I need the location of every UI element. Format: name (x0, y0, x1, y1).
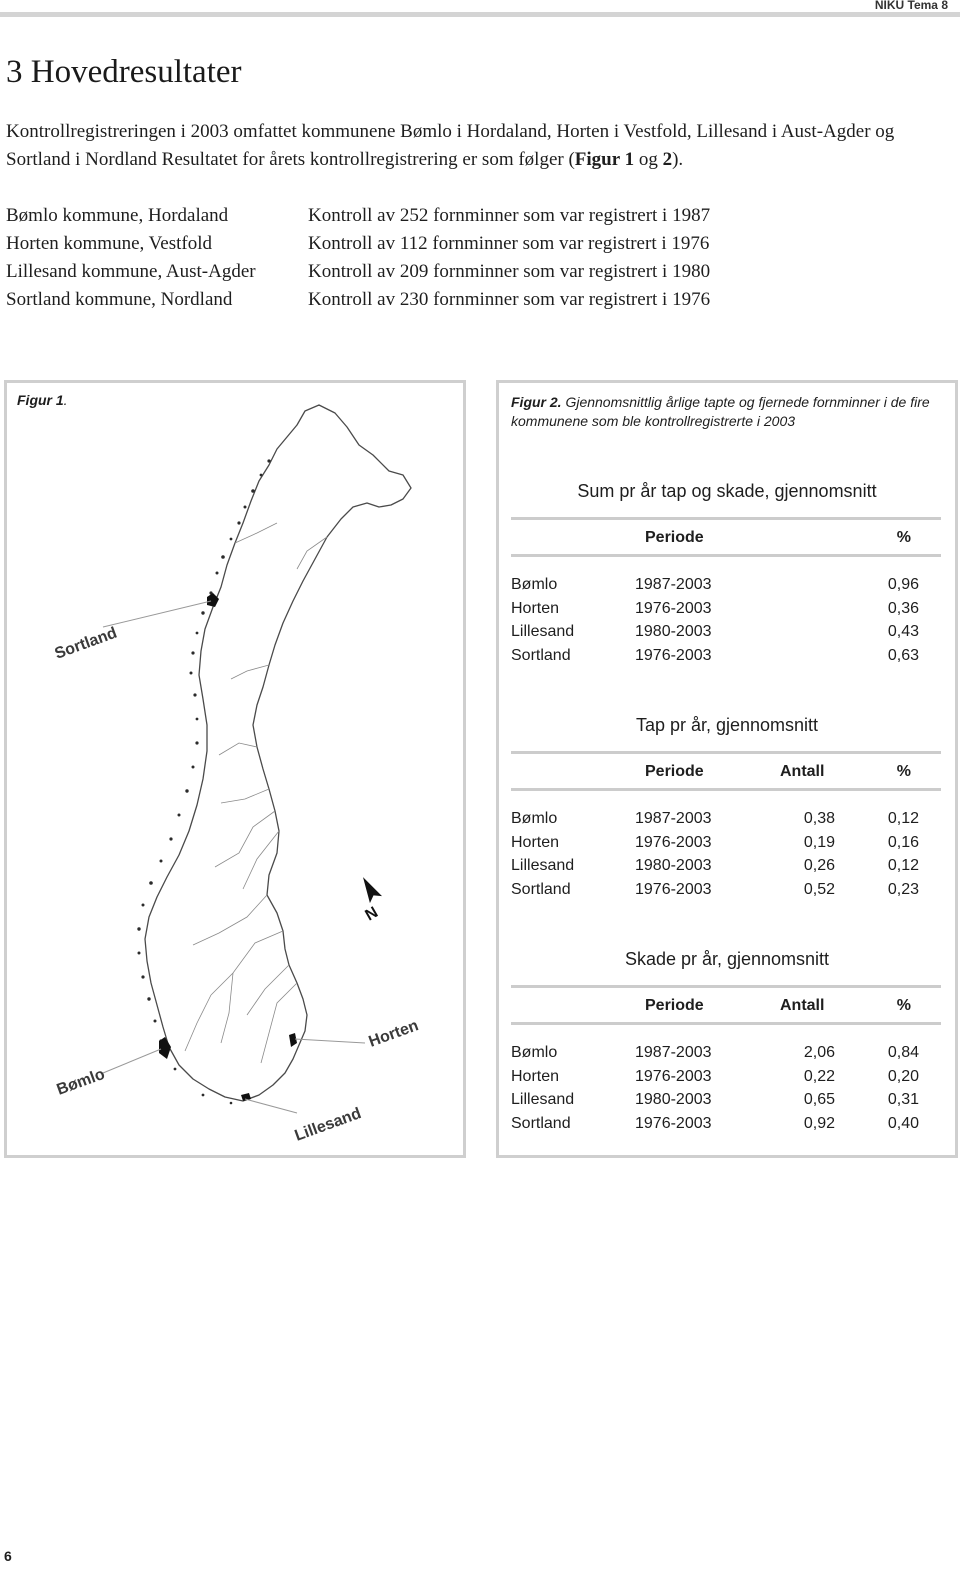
table-row-antall: 0,92 (803, 1115, 835, 1132)
section-title: 3 Hovedresultater (6, 54, 242, 90)
municipality-name: Sortland kommune, Nordland (6, 289, 233, 310)
figure-2-caption (511, 393, 943, 431)
column-header-antall: Antall (780, 763, 825, 780)
header-rule (0, 12, 960, 17)
figure-2-panel (496, 380, 958, 1158)
figure-1-caption-label: Figur 1 (17, 392, 64, 408)
municipality-row (6, 258, 710, 286)
table-row-periode: 1976-2003 (635, 600, 712, 617)
municipality-control-text: Kontroll av 209 fornminner som var registrert i 1980 (308, 261, 711, 282)
map-label-sortland: Sortland (52, 624, 120, 663)
table-row-name: Horten (511, 834, 560, 851)
table-rule (511, 985, 941, 988)
table-row-antall: 2,06 (803, 1044, 835, 1061)
table-row-antall: 0,22 (803, 1068, 835, 1085)
table-row-name: Horten (511, 600, 560, 617)
intro-text: Kontrollregistreringen i 2003 omfattet kommunene Bømlo i Hordaland, Horten i Vestfold, Lillesand i Aust-Agder og Sortland i Nordland Resultatet for årets kontrollregistrering er som følger ( (6, 121, 895, 170)
horten-leader (295, 1039, 365, 1043)
figure-1-caption-dot: . (63, 392, 68, 408)
table-row-antall: 0,26 (803, 857, 835, 874)
map-label-horten: Horten (366, 1017, 421, 1051)
norway-map (7, 383, 463, 1155)
intro-og: og (634, 149, 663, 170)
lillesand-leader (245, 1099, 297, 1113)
figure-2-caption-label: Figur 2. (511, 394, 562, 410)
municipality-row (6, 230, 710, 258)
table-row-pct: 0,36 (887, 600, 919, 617)
table-row-periode: 1976-2003 (635, 881, 712, 898)
column-header-pct: % (896, 997, 911, 1014)
table-row-antall: 0,52 (803, 881, 835, 898)
table-row-pct: 0,20 (887, 1068, 919, 1085)
table-row-periode: 1987-2003 (635, 810, 712, 827)
table-title: Tap pr år, gjennomsnitt (635, 715, 819, 735)
table-row-name: Lillesand (511, 857, 575, 874)
column-header-periode: Periode (645, 763, 704, 780)
table-row-periode: 1976-2003 (635, 1068, 712, 1085)
table-row-pct: 0,31 (887, 1091, 919, 1108)
figure-1-panel (4, 380, 466, 1158)
table-row-pct: 0,40 (887, 1115, 919, 1132)
table-row-pct: 0,84 (887, 1044, 919, 1061)
table-row-name: Sortland (511, 647, 571, 664)
figure-1-reference[interactable]: Figur 1 (574, 149, 635, 170)
table-row-name: Horten (511, 1068, 560, 1085)
municipality-row (6, 286, 710, 314)
map-label-lillesand: Lillesand (292, 1105, 364, 1145)
table-row-periode: 1976-2003 (635, 834, 712, 851)
municipality-list (6, 202, 710, 314)
table-title: Skade pr år, gjennomsnitt (624, 949, 830, 969)
map-label-bomlo: Bømlo (54, 1065, 108, 1099)
running-header: NIKU Tema 8 (871, 0, 948, 12)
table-row-periode: 1987-2003 (635, 576, 712, 593)
table-row-name: Sortland (511, 881, 571, 898)
table-title: Sum pr år tap og skade, gjennomsnitt (577, 481, 877, 501)
municipality-name: Horten kommune, Vestfold (6, 233, 212, 254)
table-row-pct: 0,96 (887, 576, 919, 593)
table-row-pct: 0,16 (887, 834, 919, 851)
table-row-name: Bømlo (511, 1044, 558, 1061)
municipality-row (6, 202, 710, 230)
table-row-periode: 1976-2003 (635, 647, 712, 664)
municipality-control-text: Kontroll av 230 fornminner som var registrert i 1976 (308, 289, 711, 310)
table-rule (511, 1022, 941, 1025)
municipality-control-text: Kontroll av 112 fornminner som var registrert i 1976 (308, 233, 710, 254)
intro-end: ). (672, 149, 684, 170)
table-row-pct: 0,43 (887, 623, 919, 640)
municipality-control-text: Kontroll av 252 fornminner som var registrert i 1987 (308, 205, 711, 226)
norway-outline (145, 405, 411, 1101)
bomlo-leader (103, 1049, 161, 1073)
municipality-name: Lillesand kommune, Aust-Agder (6, 261, 256, 282)
sortland-leader (103, 601, 211, 627)
map-label-north: N (362, 903, 382, 925)
intro-paragraph (6, 118, 936, 174)
column-header-periode: Periode (645, 529, 704, 546)
table-rule (511, 788, 941, 791)
table-rule (511, 517, 941, 520)
table-rule (511, 554, 941, 557)
table-row-antall: 0,38 (803, 810, 835, 827)
table-row-name: Bømlo (511, 810, 558, 827)
table-row-name: Lillesand (511, 623, 575, 640)
table-row-antall: 0,19 (803, 834, 835, 851)
table-row-periode: 1980-2003 (635, 1091, 712, 1108)
table-row-name: Bømlo (511, 576, 558, 593)
table-row-pct: 0,12 (887, 857, 919, 874)
table-row-pct: 0,12 (887, 810, 919, 827)
table-row-name: Sortland (511, 1115, 571, 1132)
table-rule (511, 751, 941, 754)
municipality-name: Bømlo kommune, Hordaland (6, 205, 229, 226)
table-row-name: Lillesand (511, 1091, 575, 1108)
north-arrow-icon (357, 874, 382, 904)
page-number: 6 (4, 1548, 12, 1564)
table-row-periode: 1980-2003 (635, 623, 712, 640)
table-row-pct: 0,63 (887, 647, 919, 664)
column-header-pct: % (896, 529, 911, 546)
figure-2-reference[interactable]: 2 (662, 149, 673, 170)
table-row-periode: 1976-2003 (635, 1115, 712, 1132)
column-header-periode: Periode (645, 997, 704, 1014)
figure-2-caption-text: Gjennomsnittlig årlige tapte og fjernede fornminner i de fire kommunene som ble kontrollregistrerte i 2003 (511, 394, 930, 429)
table-row-pct: 0,23 (887, 881, 919, 898)
table-row-periode: 1980-2003 (635, 857, 712, 874)
table-row-antall: 0,65 (803, 1091, 835, 1108)
column-header-antall: Antall (780, 997, 825, 1014)
column-header-pct: % (896, 763, 911, 780)
table-row-periode: 1987-2003 (635, 1044, 712, 1061)
